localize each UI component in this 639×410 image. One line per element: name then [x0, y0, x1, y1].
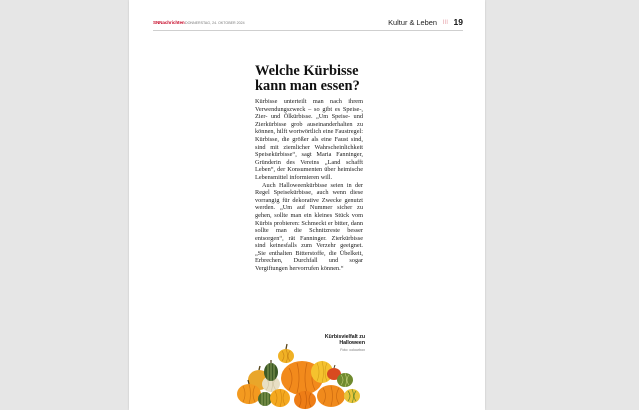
newspaper-page: [129, 0, 485, 410]
article-body: [255, 98, 363, 273]
section-title: Kultur & Leben: [388, 18, 437, 27]
photo-credit: Foto: colourbox: [340, 347, 365, 352]
pumpkin-front-orange: [294, 391, 316, 409]
pumpkin-front-right: [317, 385, 345, 407]
article-paragraph: Kürbisse unterteilt man nach ihrem Verwendungszweck – so gibt es Speise-, Zier- und Ölkürbisse. „Um Speise- und Zierkürbisse grob auseinanderhalten zu können, hilft wortwörtlich eine Faustregel: Kürbisse, die größer als eine Faust sind, sind mit ziemlicher Wahrscheinlichkeit Speisekürbisse“, sagt Maria Fanninger, Gründerin des Vereins „Land schafft Leben“, der Konsumenten über heimische Lebensmittel informieren will.: [255, 98, 363, 181]
article-headline: Welche Kürbisse kann man essen?: [255, 63, 360, 94]
article: [255, 64, 363, 273]
photo-caption: [299, 334, 365, 352]
pumpkin-top-yellow: [278, 344, 294, 363]
caption-title: Kürbisvielfalt zu Halloween: [324, 334, 365, 347]
gourd-yellow-right: [344, 389, 360, 403]
gourd-green-right: [337, 373, 353, 387]
newspaper-logo: SNNachrichten: [153, 20, 185, 25]
pumpkin-front-center: [270, 389, 290, 407]
issue-date: DONNERSTAG, 24. OKTOBER 2024: [185, 21, 245, 25]
page-number: 19: [453, 17, 463, 27]
gourd-green-front: [258, 392, 272, 406]
gourd-striped-green: [264, 360, 278, 381]
page-header: [153, 18, 463, 31]
section-separator: III: [442, 19, 448, 26]
article-paragraph: Auch Halloweenkürbisse seien in der Regel Speisekürbisse, auch wenn diese vorrangig für dekorative Zwecke genutzt werden. „Um auf Nummer sicher zu gehen, sollte man ein kleines Stück vom Kürbis probieren: Schmeckt er bitter, dann sollte man die Schnitzreste besser entsorgen“, rät Fanninger. Zierkürbisse sind keinesfalls zum Verzehr geeignet. „Sie enthalten Bitterstoffe, die Übelkeit, Erbrechen, Durchfall und sogar Vergiftungen hervorrufen können.“: [255, 181, 363, 273]
